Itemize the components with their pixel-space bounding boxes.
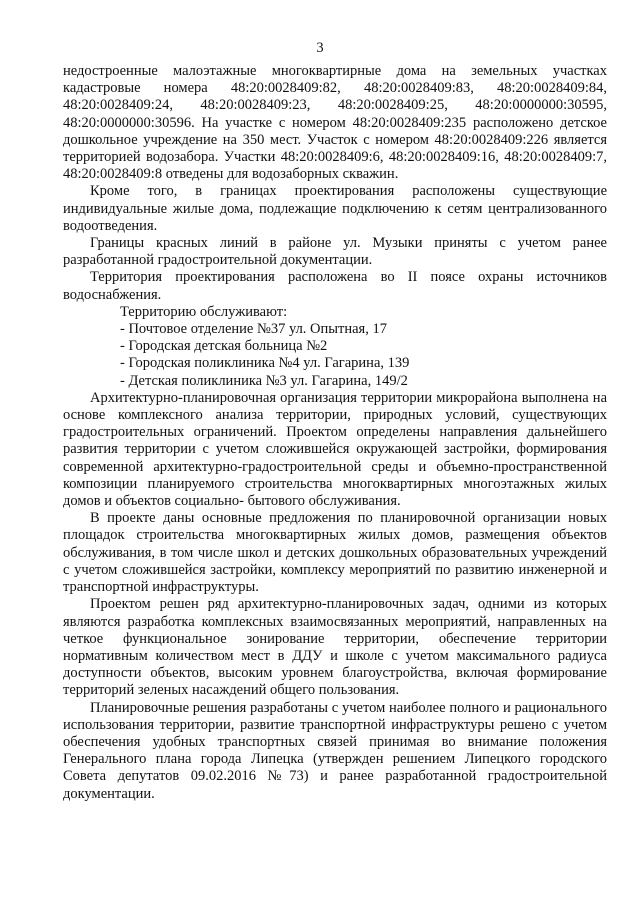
paragraph-water-protection: Территория проектирования расположена во II поясе охраны источников водоснабжения. xyxy=(63,269,607,303)
paragraph-red-lines: Границы красных линий в районе ул. Музыки приняты с учетом ранее разработанной градостроительной документации. xyxy=(63,235,607,269)
document-body xyxy=(63,63,607,803)
paragraph-project-proposals: В проекте даны основные предложения по планировочной организации новых площадок строительства многоквартирных жилых домов, размещения объектов обслуживания, в том числе школ и детских дошкольных образовательных учреждений с учетом сложившейся застройки, комплексу мероприятий по развитию инженерной и транспортной инфраструктуры. xyxy=(63,510,607,596)
page-number: 3 xyxy=(316,40,324,56)
list-item: - Городская детская больница №2 xyxy=(120,338,328,355)
paragraph-planning-decisions: Планировочные решения разработаны с учетом наиболее полного и рационального использования территории, развитие транспортной инфраструктуры решено с учетом обеспечения удобных транспортных связей принимая во внимание положения Генерального плана города Липецка (утвержден решением Липецкого городского Совета депутатов 09.02.2016 №73) и ранее разработанной градостроительной документации. xyxy=(63,699,607,802)
paragraph-individual-houses: Кроме того, в границах проектирования расположены существующие индивидуальные жилые дома, подлежащие подключению к сетям централизованного водоотведения. xyxy=(63,183,607,234)
paragraph-planning-tasks: Проектом решен ряд архитектурно-планировочных задач, одними из которых являются разработка комплексных взаимосвязанных мероприятий, направленных на четкое функциональное зонирование территории, обеспечение территории нормативным количеством мест в ДДУ и школе с учетом максимального радиуса доступности объектов, высоким уровнем благоустройства, включая формирование территорий зеленых насаждений общего пользования. xyxy=(63,596,607,699)
service-list xyxy=(63,321,607,390)
service-list-intro: Территорию обслуживают: xyxy=(120,303,288,320)
list-item: - Детская поликлиника №3 ул. Гагарина, 149/2 xyxy=(120,372,408,389)
paragraph-cadastral: недостроенные малоэтажные многоквартирные дома на земельных участках кадастровые номера 48:20:0028409:82, 48:20:0028409:83, 48:20:0028409:84, 48:20:0028409:24, 48:20:0028409:23, 48:20:0028409:25, 48:20:0000000:30595, 48:20:0000000:30596. На участке с номером 48:20:0028409:235 расположено детское дошкольное учреждение на 350 мест. Участок с номером 48:20:0028409:226 является территорией водозабора. Участки 48:20:0028409:6, 48:20:0028409:16, 48:20:0028409:7, 48:20:0028409:8 отведены для водозаборных скважин. xyxy=(63,63,607,183)
list-item: - Городская поликлиника №4 ул. Гагарина, 139 xyxy=(120,355,410,372)
list-item: - Почтовое отделение №37 ул. Опытная, 17 xyxy=(120,321,387,338)
paragraph-architecture-planning: Архитектурно-планировочная организация территории микрорайона выполнена на основе комплексного анализа территории, природных условий, существующих градостроительных ограничений. Проектом определены направления дальнейшего развития территории с учетом сложившейся окружающей застройки, формирования современной архитектурно-градостроительной среды и объемно-пространственной композиции планируемого строительства многоквартирных многоэтажных жилых домов и объектов социально- бытового обслуживания. xyxy=(63,389,607,510)
